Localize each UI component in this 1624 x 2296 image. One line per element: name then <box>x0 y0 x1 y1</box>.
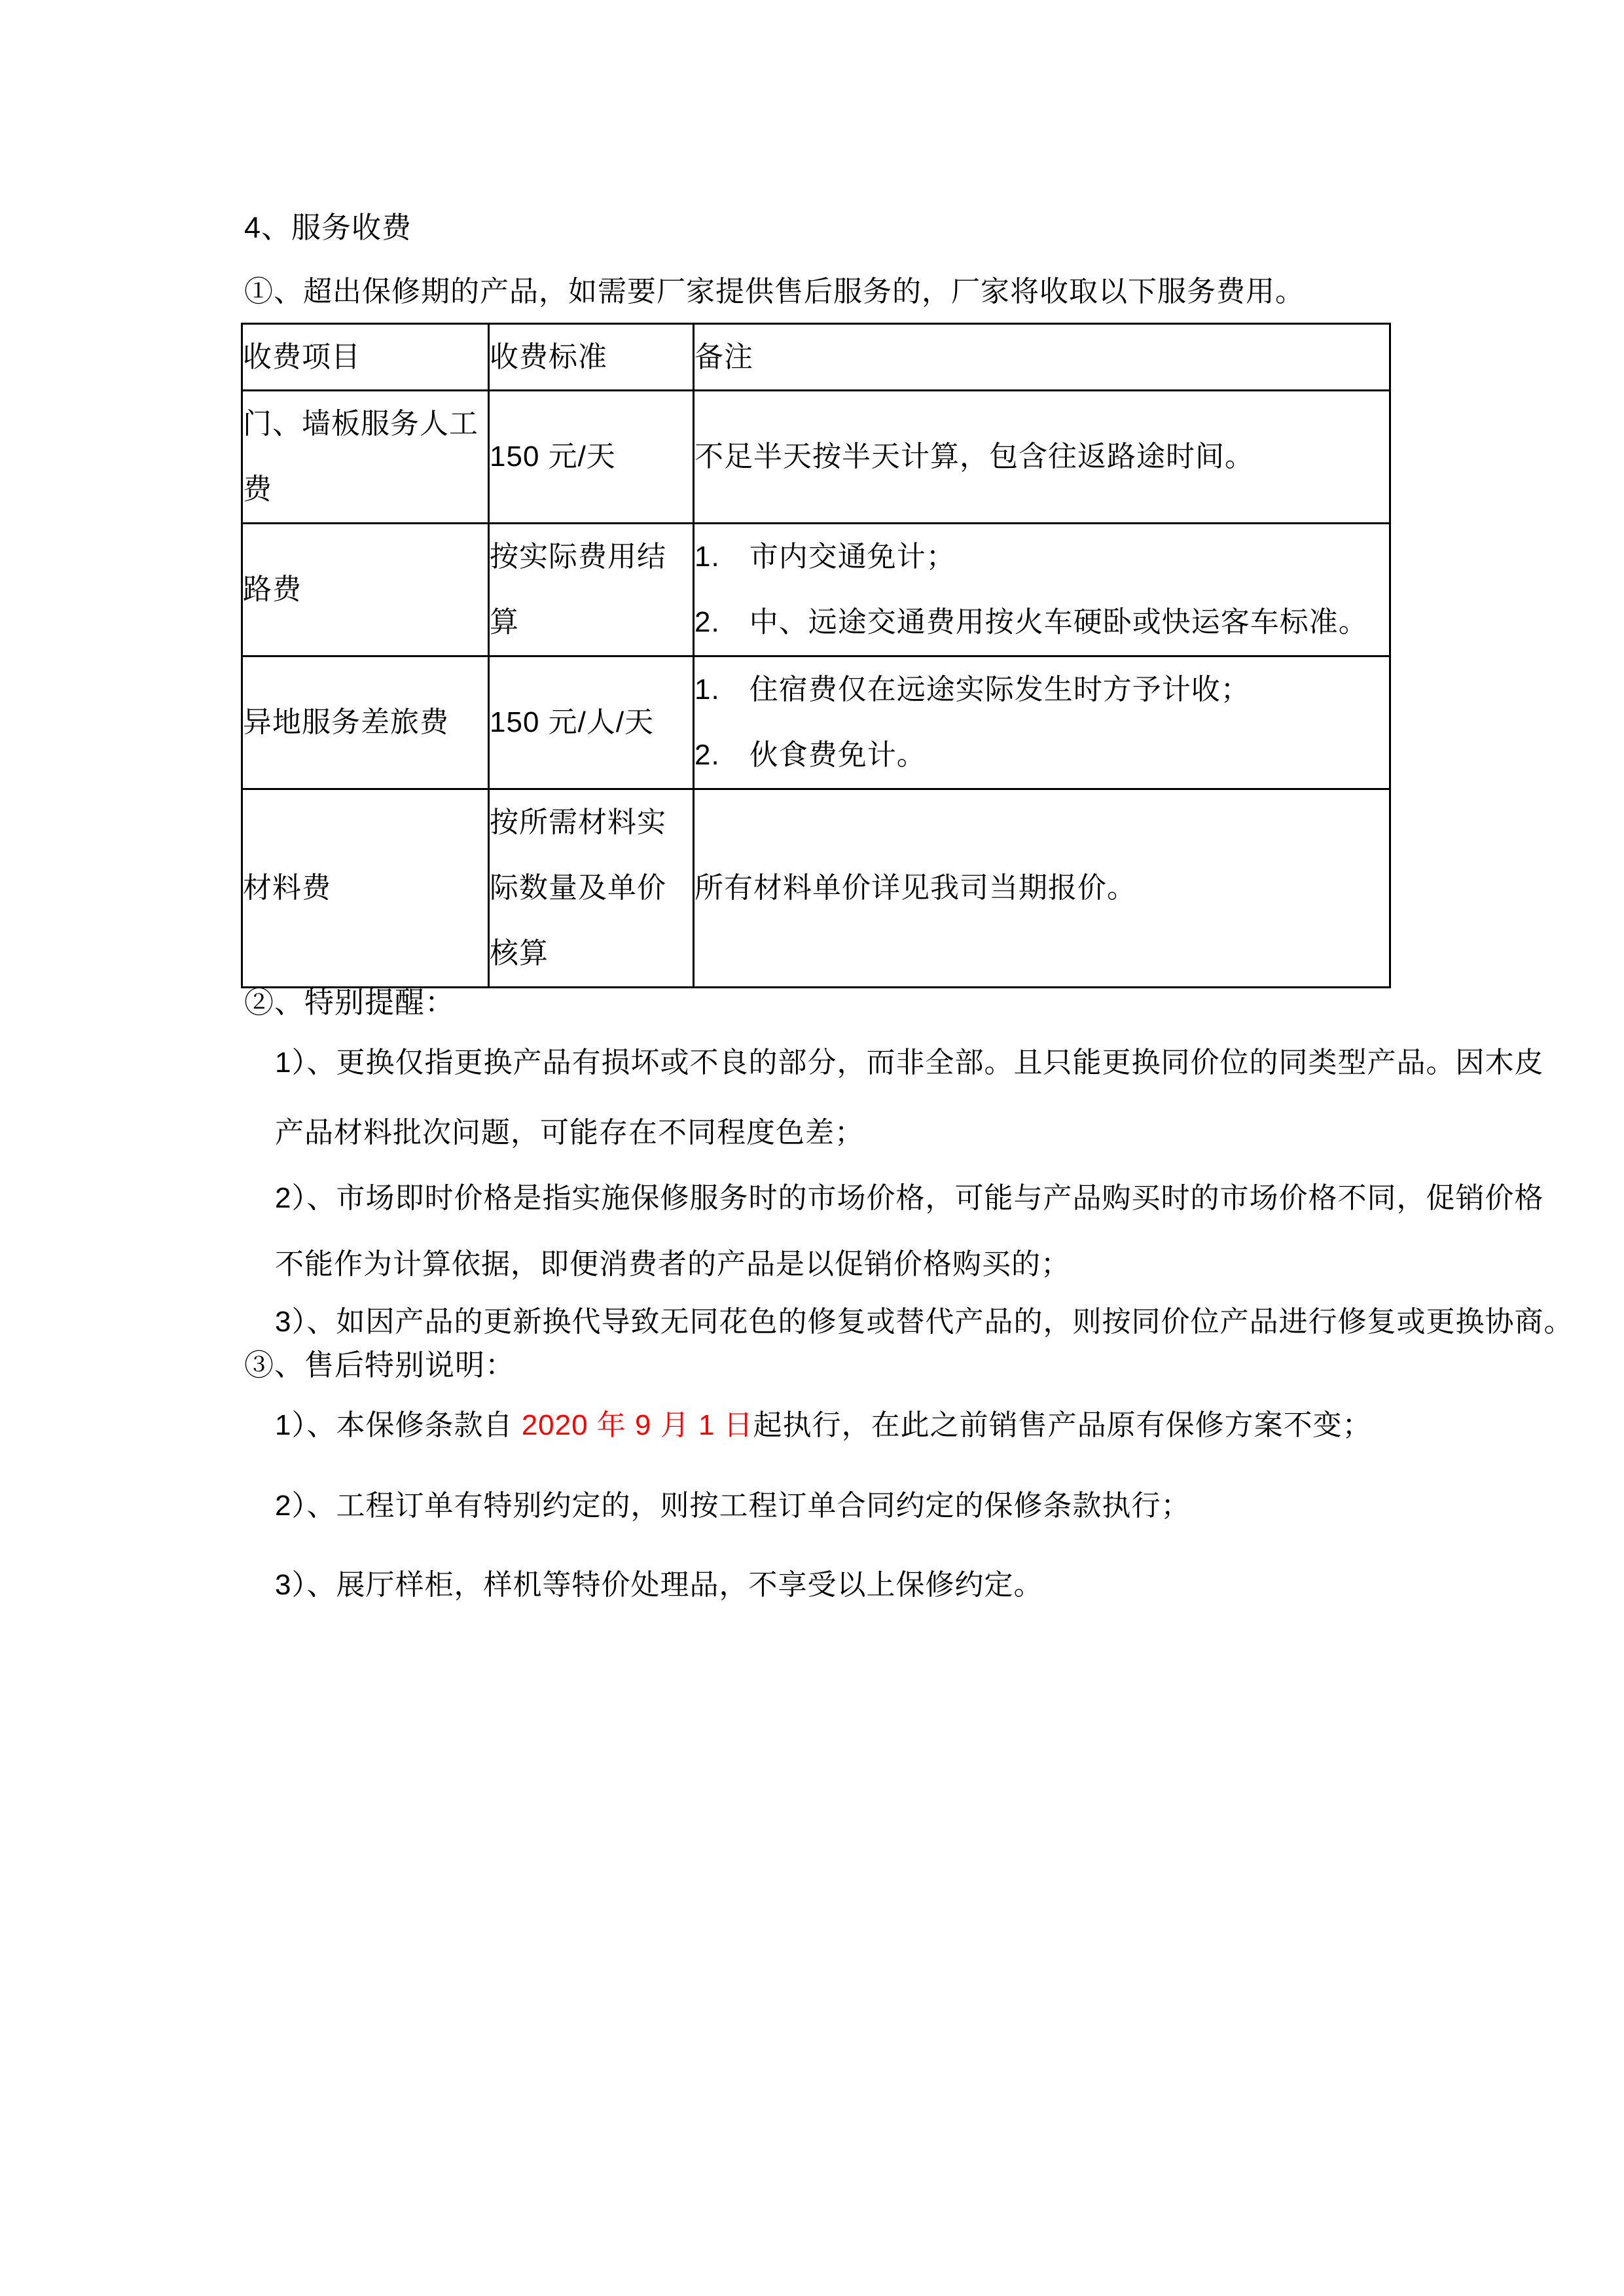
notice-item-1-line-2: 产品材料批次问题，可能存在不同程度色差； <box>275 1117 864 1149</box>
cell-standard <box>489 391 694 524</box>
cell-text-line: 算 <box>490 606 519 638</box>
notice-item-2-line-1: 2）、市场即时价格是指实施保修服务时的市场价格，可能与产品购买时的市场价格不同，促销价格 <box>275 1182 1544 1214</box>
cell-text-line: 150 元/人/天 <box>490 706 655 738</box>
cell-text-line: 2. 伙食费免计。 <box>695 739 926 771</box>
fee-table-header-row <box>242 324 1390 391</box>
table-row <box>242 524 1390 656</box>
header-item-label: 收费项目 <box>243 341 361 373</box>
header-cell-standard <box>489 324 694 391</box>
after-sales-heading: ③、售后特别说明： <box>244 1348 516 1382</box>
after-sales-item-1 <box>275 1408 1372 1443</box>
notice-item-1-line-1: 1）、更换仅指更换产品有损坏或不良的部分，而非全部。且只能更换同价位的同类型产品。因木皮 <box>275 1047 1544 1079</box>
cell-text-line: 门、墙板服务人工 <box>243 408 478 440</box>
after-sales-item-2: 2）、工程订单有特别约定的，则按工程订单合同约定的保修条款执行； <box>275 1490 1191 1522</box>
section-title: 4、服务收费 <box>244 211 412 244</box>
cell-text-line: 2. 中、远途交通费用按火车硬卧或快运客车标准。 <box>695 606 1368 638</box>
cell-text-line: 费 <box>243 473 272 505</box>
cell-remark <box>694 789 1390 988</box>
table-row <box>242 789 1390 988</box>
notice-heading: ②、特别提醒： <box>244 986 456 1019</box>
after-sales-item-1-suffix: 起执行，在此之前销售产品原有保修方案不变； <box>753 1409 1372 1441</box>
cell-remark <box>694 391 1390 524</box>
cell-text-line: 所有材料单价详见我司当期报价。 <box>695 872 1136 904</box>
cell-item <box>242 656 489 789</box>
cell-text-line: 150 元/天 <box>490 440 616 473</box>
table-row <box>242 656 1390 789</box>
cell-item <box>242 524 489 656</box>
cell-standard <box>489 656 694 789</box>
notice-item-2-line-2: 不能作为计算依据，即便消费者的产品是以促销价格购买的； <box>275 1248 1070 1280</box>
cell-remark <box>694 656 1390 789</box>
header-standard-label: 收费标准 <box>490 341 607 373</box>
header-remark-label: 备注 <box>695 341 753 373</box>
cell-standard <box>489 789 694 988</box>
cell-text-line: 1. 市内交通免计； <box>695 541 956 573</box>
cell-standard <box>489 524 694 656</box>
cell-text-line: 按所需材料实 <box>490 806 666 838</box>
cell-text-line: 按实际费用结 <box>490 541 666 573</box>
fee-table <box>241 323 1391 988</box>
cell-text-line: 材料费 <box>243 872 331 904</box>
cell-item <box>242 789 489 988</box>
cell-text-line: 异地服务差旅费 <box>243 706 449 738</box>
cell-item <box>242 391 489 524</box>
after-sales-item-1-prefix: 1）、本保修条款自 <box>275 1409 522 1441</box>
table-row <box>242 391 1390 524</box>
cell-text-line: 核算 <box>490 937 549 969</box>
after-sales-item-1-effective-date: 2020 年 9 月 1 日 <box>521 1409 753 1441</box>
header-cell-item <box>242 324 489 391</box>
header-cell-remark <box>694 324 1390 391</box>
cell-text-line: 不足半天按半天计算，包含往返路途时间。 <box>695 440 1254 473</box>
cell-text-line: 际数量及单价 <box>490 872 666 904</box>
cell-text-line: 路费 <box>243 573 302 605</box>
notice-item-3: 3）、如因产品的更新换代导致无同花色的修复或替代产品的，则按同价位产品进行修复或更换协商。 <box>275 1306 1574 1338</box>
cell-text-line: 1. 住宿费仅在远途实际发生时方予计收； <box>695 673 1250 706</box>
after-sales-item-3: 3）、展厅样柜，样机等特价处理品，不享受以上保修约定。 <box>275 1569 1043 1601</box>
intro-paragraph: ①、超出保修期的产品，如需要厂家提供售后服务的，厂家将收取以下服务费用。 <box>244 276 1305 308</box>
cell-remark <box>694 524 1390 656</box>
